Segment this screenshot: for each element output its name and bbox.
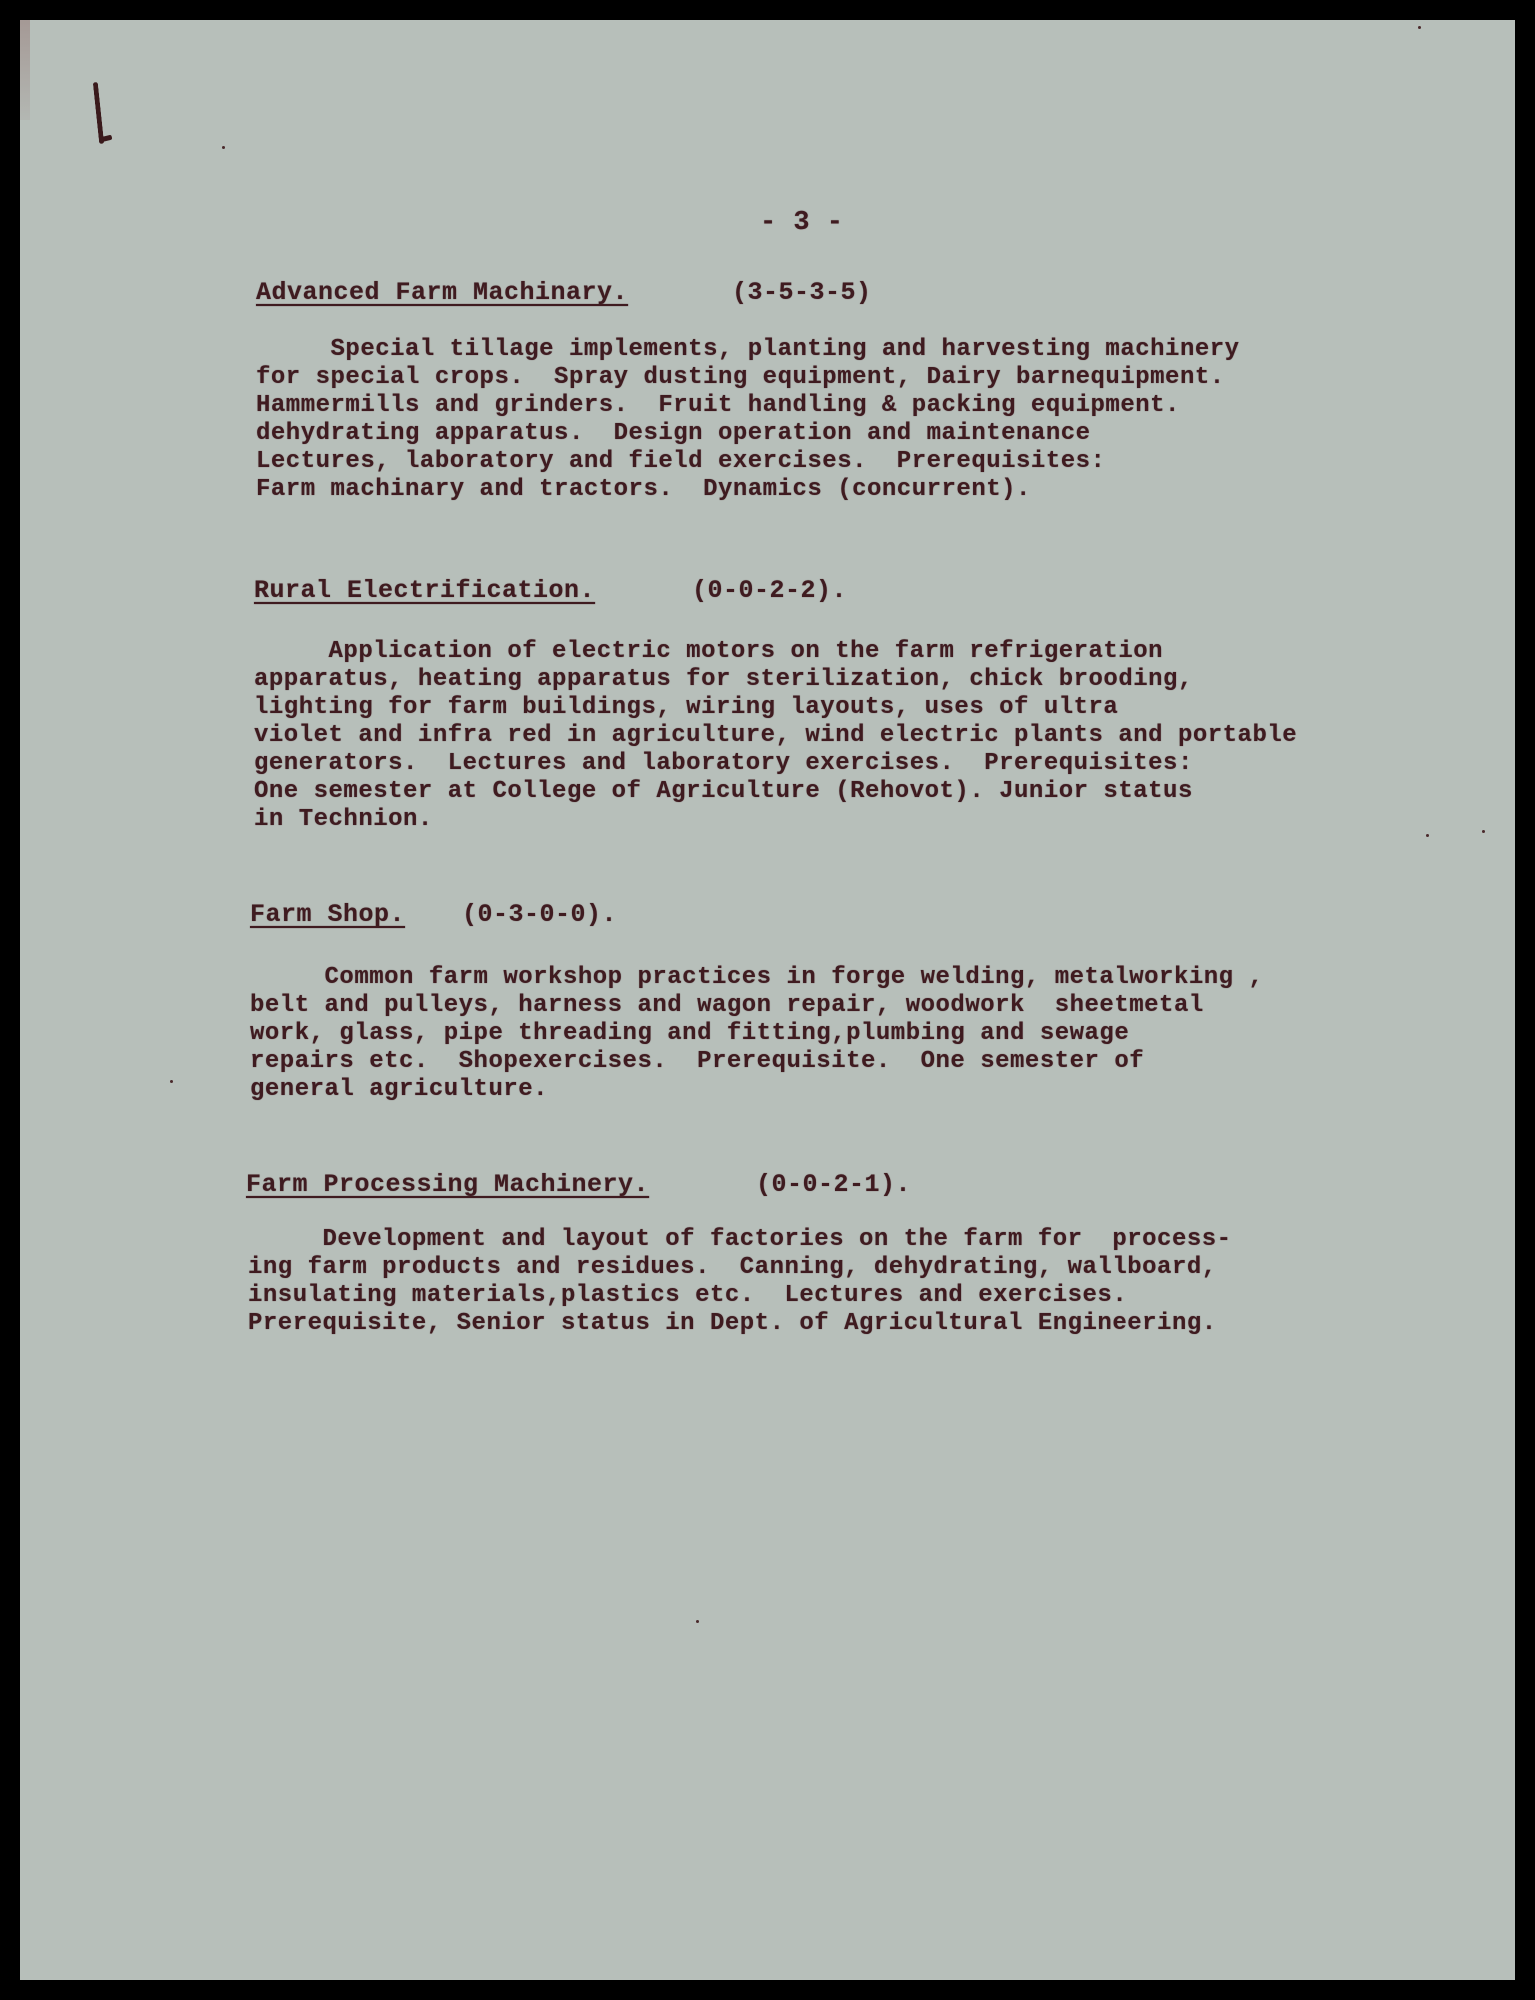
course-description-line: One semester at College of Agriculture (Rehovot). Junior status	[254, 778, 1193, 805]
course-description-line: dehydrating apparatus. Design operation and maintenance	[256, 420, 1091, 447]
course-code: (3-5-3-5)	[732, 278, 872, 307]
course-title-farm-shop: Farm Shop.	[250, 900, 406, 929]
course-description-line: general agriculture.	[250, 1076, 549, 1103]
course-description-line: Application of electric motors on the farm refrigeration	[254, 638, 1164, 665]
course-description-line: violet and infra red in agriculture, wind electric plants and portable	[254, 722, 1298, 749]
paper-speck	[222, 146, 225, 149]
course-title-rural-electrification: Rural Electrification.	[254, 576, 596, 605]
course-description-line: Hammermills and grinders. Fruit handling & packing equipment.	[256, 392, 1180, 419]
handwritten-margin-mark	[93, 82, 104, 144]
course-description-line: Special tillage implements, planting and harvesting machinery	[256, 336, 1240, 363]
paper-speck	[696, 1620, 699, 1623]
course-description-line: Lectures, laboratory and field exercises. Prerequisites:	[256, 448, 1106, 475]
course-title-advanced-farm-machinary: Advanced Farm Machinary.	[256, 278, 629, 307]
course-code: (0-0-2-2).	[692, 576, 848, 605]
document-page	[20, 20, 1515, 1980]
course-description-line: for special crops. Spray dusting equipment, Dairy barnequipment.	[256, 364, 1225, 391]
paper-speck	[1482, 830, 1485, 833]
paper-speck	[1418, 26, 1421, 29]
paper-edge-stain	[20, 20, 30, 120]
course-description-line: Development and layout of factories on the farm for process-	[248, 1226, 1232, 1253]
paper-speck	[170, 1080, 173, 1083]
course-code: (0-0-2-1).	[756, 1170, 912, 1199]
page-number: - 3 -	[760, 208, 844, 238]
course-title-farm-processing-machinery: Farm Processing Machinery.	[246, 1170, 650, 1199]
course-description-line: Prerequisite, Senior status in Dept. of Agricultural Engineering.	[248, 1310, 1217, 1337]
course-description-line: work, glass, pipe threading and fitting,plumbing and sewage	[250, 1020, 1130, 1047]
paper-speck	[1426, 834, 1429, 837]
course-description-line: Common farm workshop practices in forge welding, metalworking ,	[250, 964, 1264, 991]
course-description-line: ing farm products and residues. Canning, dehydrating, wallboard,	[248, 1254, 1217, 1281]
course-description-line: insulating materials,plastics etc. Lectures and exercises.	[248, 1282, 1128, 1309]
course-description-line: belt and pulleys, harness and wagon repair, woodwork sheetmetal	[250, 992, 1204, 1019]
course-description-line: apparatus, heating apparatus for sterilization, chick brooding,	[254, 666, 1193, 693]
course-code: (0-3-0-0).	[462, 900, 618, 929]
course-description-line: repairs etc. Shopexercises. Prerequisite. One semester of	[250, 1048, 1145, 1075]
course-description-line: lighting for farm buildings, wiring layouts, uses of ultra	[254, 694, 1119, 721]
course-description-line: in Technion.	[254, 806, 433, 833]
course-description-line: generators. Lectures and laboratory exercises. Prerequisites:	[254, 750, 1193, 777]
course-description-line: Farm machinary and tractors. Dynamics (concurrent).	[256, 476, 1031, 503]
